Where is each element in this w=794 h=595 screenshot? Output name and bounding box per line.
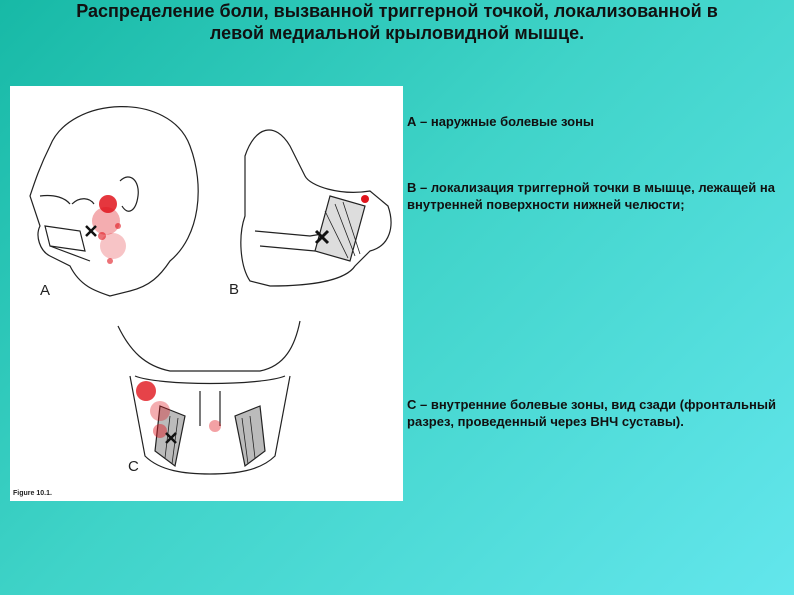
figure-label-b: B xyxy=(229,281,240,298)
figure-panel xyxy=(10,86,403,501)
slide-title-line-1: Распределение боли, вызванной триггерной точкой, локализованной в xyxy=(76,1,718,21)
description-c: С – внутренние болевые зоны, вид сзади (фронтальный разрез, проведенный через ВНЧ суставы). xyxy=(407,397,776,429)
trigger-point-marker-a xyxy=(86,226,96,236)
figure-caption: Figure 10.1. xyxy=(13,490,52,497)
anatomy-illustration xyxy=(10,86,403,501)
pain-zone-a xyxy=(92,195,126,264)
description-a: А – наружные болевые зоны xyxy=(407,114,595,129)
figure-label-a: A xyxy=(40,282,51,299)
slide-title xyxy=(0,0,794,44)
slide-title-line-2: левой медиальной крыловидной мышце. xyxy=(209,23,585,43)
jaw-medial-view-b xyxy=(241,130,391,286)
description-b: В – локализация триггерной точки в мышце, лежащей на внутренней поверхности нижней челюсти; xyxy=(407,180,775,212)
figure-label-c: C xyxy=(128,458,139,475)
pain-zone-b xyxy=(361,195,369,203)
